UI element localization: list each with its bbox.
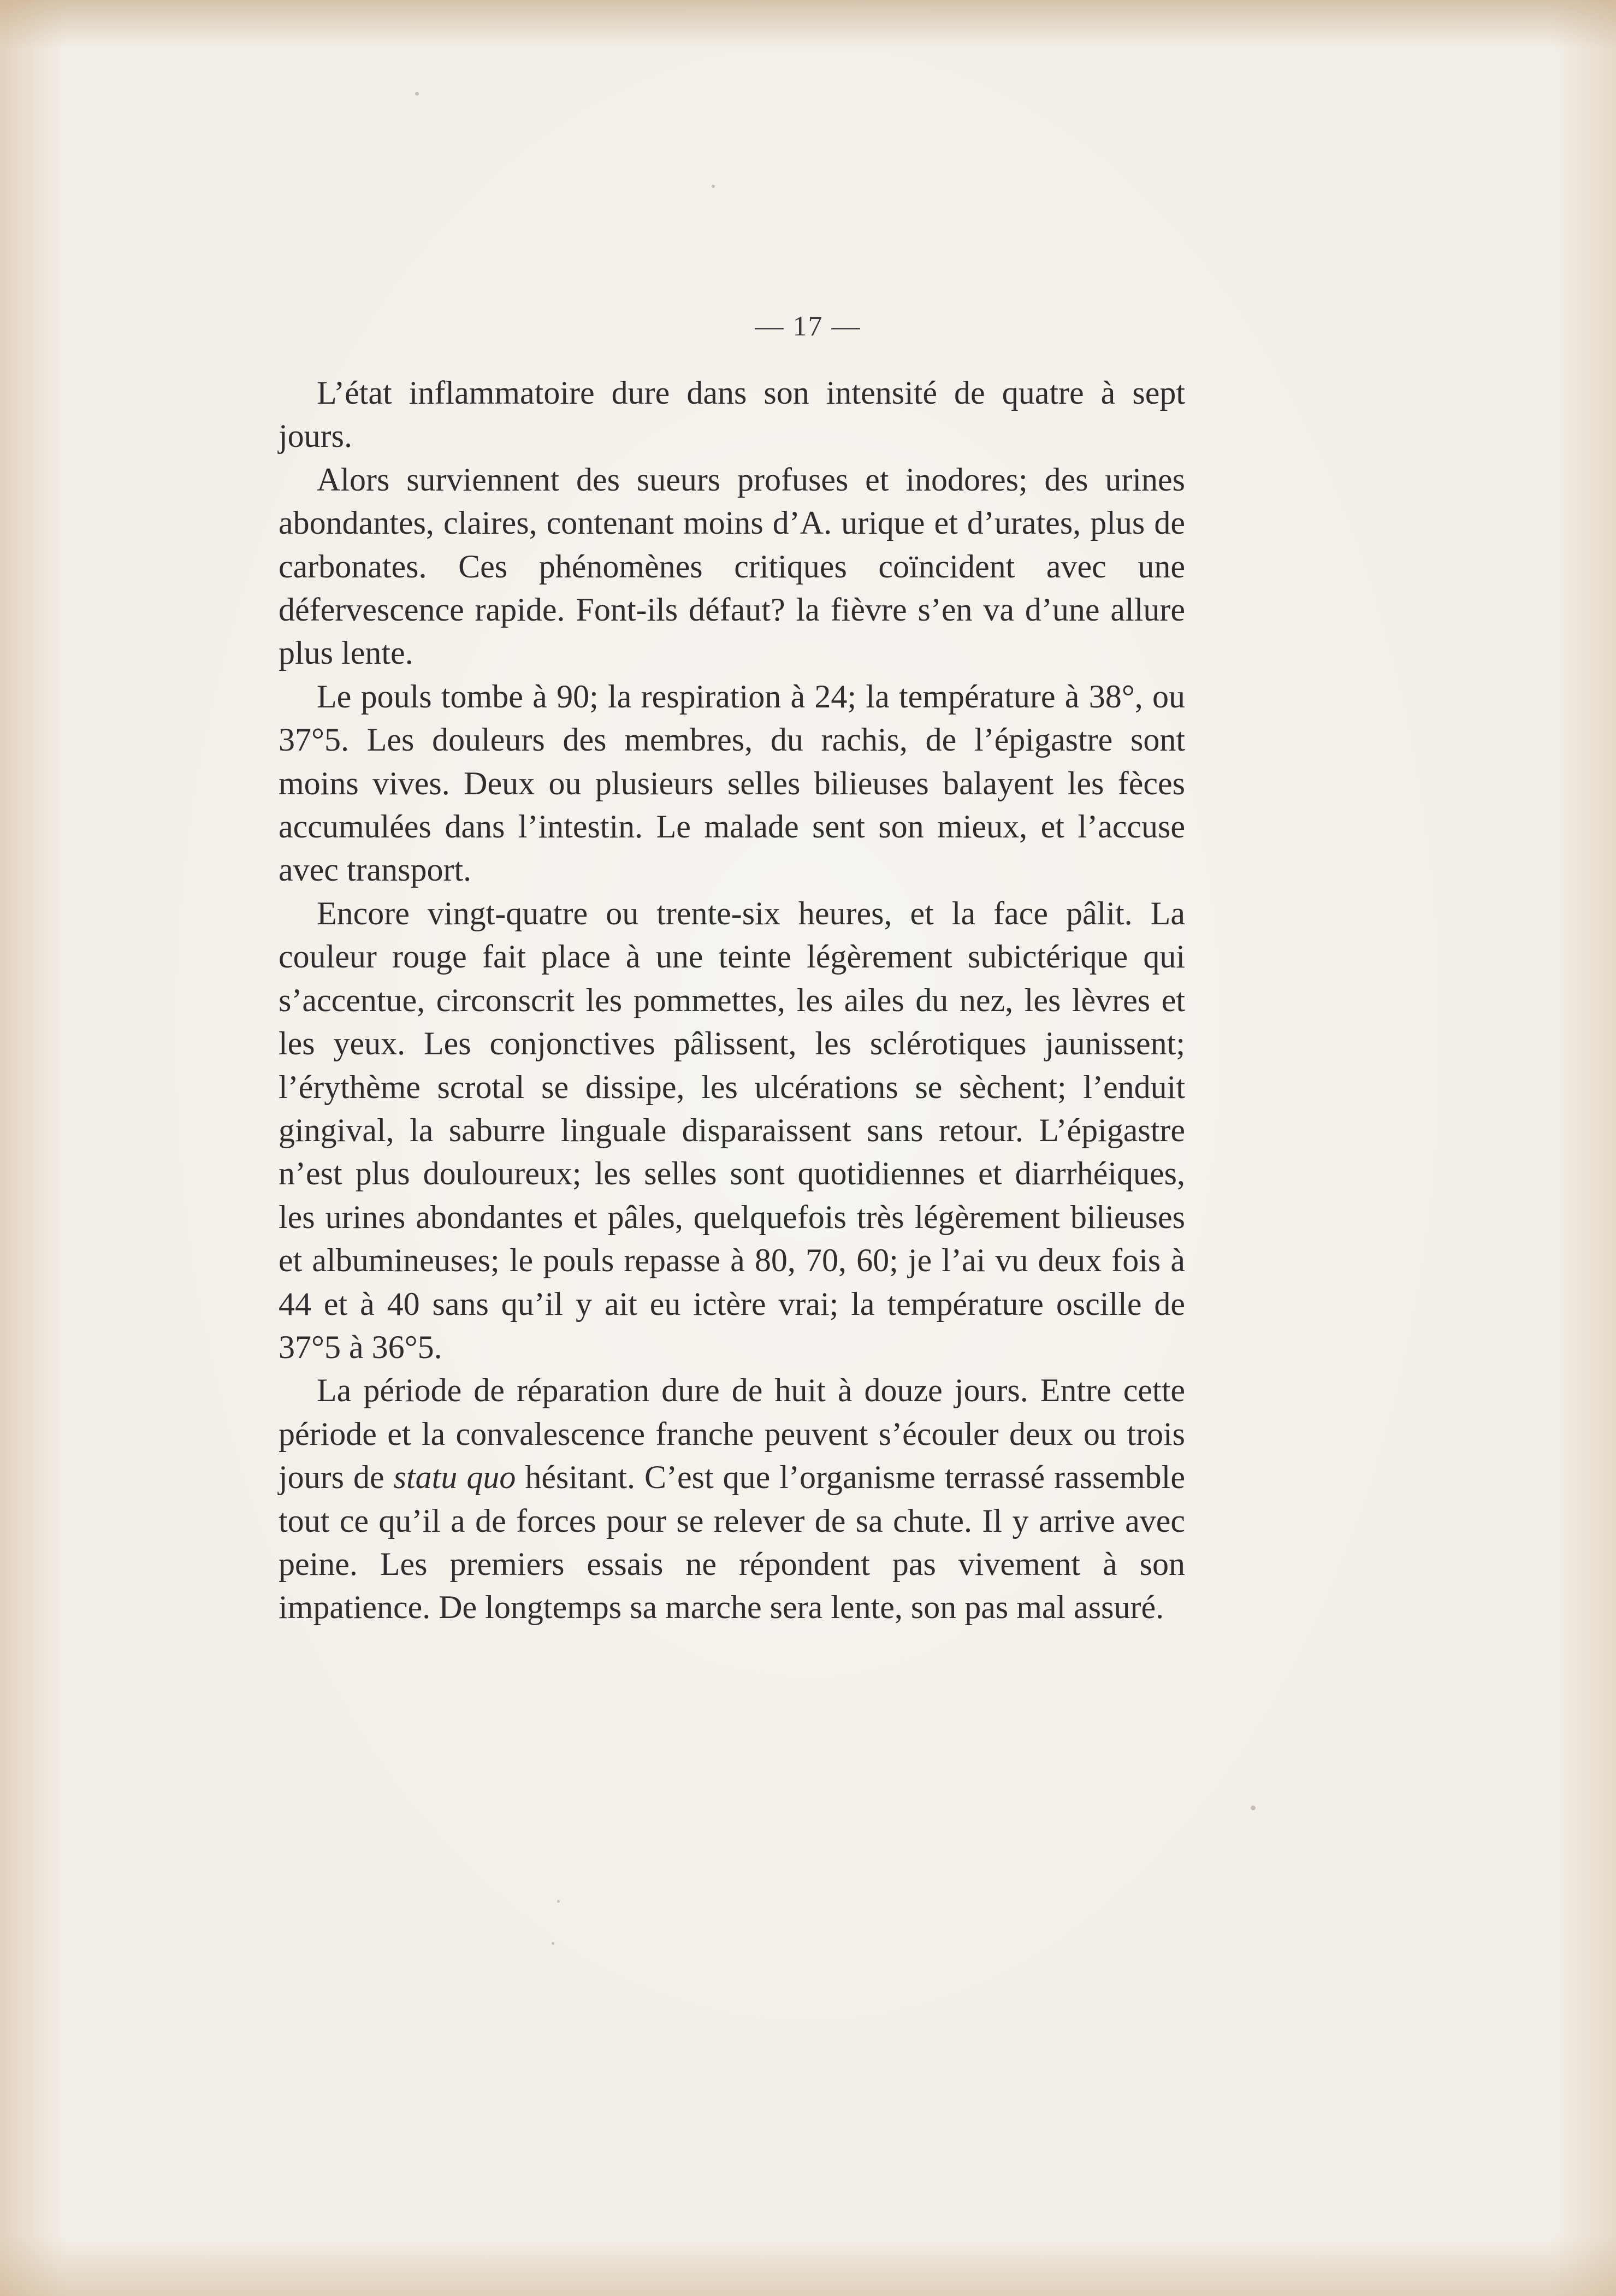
paragraph-5: [279, 1369, 1185, 1629]
paragraph-2-text: Alors surviennent des sueurs profuses et inodores; des urines abondantes, claires, contenant moins d’A. urique et d’urates, plus de carbonates. Ces phénomènes critiques coïncident avec une défervescence rapide. Font-ils défaut? la fièvre s’en va d’une allure plus lente.: [279, 461, 1185, 671]
paragraph-2: [279, 458, 1185, 675]
body-text: [279, 371, 1185, 1630]
paragraph-5-text-start: La période de réparation dure de huit à douze jours. Entre cette période et la convalescence franche peuvent s’écouler deux ou trois jours de: [279, 1372, 1185, 1496]
page-number: — 17 —: [755, 311, 861, 342]
paragraph-5-text-end: hésitant. C’est que l’organisme terrassé rassemble tout ce qu’il a de forces pour se relever de sa chute. Il y arrive avec peine. Les premiers essais ne répondent pas vivement à son impatience. De longtemps sa marche sera lente, son pas mal assuré.: [279, 1459, 1185, 1626]
paper-speck: [712, 185, 715, 188]
paragraph-5-italic-phrase: statu quo: [393, 1459, 516, 1496]
paragraph-1-text: L’état inflammatoire dure dans son intensité de quatre à sept jours.: [279, 375, 1185, 455]
paper-speck: [1251, 1805, 1256, 1810]
paragraph-4: [279, 892, 1185, 1369]
paragraph-3: [279, 675, 1185, 892]
paragraph-1: [279, 371, 1185, 458]
paper-speck: [415, 92, 419, 96]
paragraph-3-text: Le pouls tombe à 90; la respiration à 24; la température à 38°, ou 37°5. Les douleurs des membres, du rachis, de l’épigastre sont moins vives. Deux ou plusieurs selles bilieuses balayent les fèces accumulées dans l’intestin. Le malade sent son mieux, et l’accuse avec transport.: [279, 678, 1185, 888]
paper-speck: [557, 1900, 560, 1903]
paper-speck: [552, 1942, 554, 1945]
paragraph-4-text: Encore vingt-quatre ou trente-six heures, et la face pâlit. La couleur rouge fait place à une teinte légèrement subictérique qui s’accentue, circonscrit les pommettes, les ailes du nez, les lèvres et les yeux. Les conjonctives pâlissent, les sclérotiques jaunissent; l’érythème scrotal se dissipe, les ulcérations se sèchent; l’enduit gingival, la saburre linguale disparaissent sans retour. L’épigastre n’est plus douloureux; les selles sont quotidiennes et diarrhéiques, les urines abondantes et pâles, quelquefois très légèrement bilieuses et albumineuses; le pouls repasse à 80, 70, 60; je l’ai vu deux fois à 44 et à 40 sans qu’il y ait eu ictère vrai; la température oscille de 37°5 à 36°5.: [279, 895, 1185, 1365]
